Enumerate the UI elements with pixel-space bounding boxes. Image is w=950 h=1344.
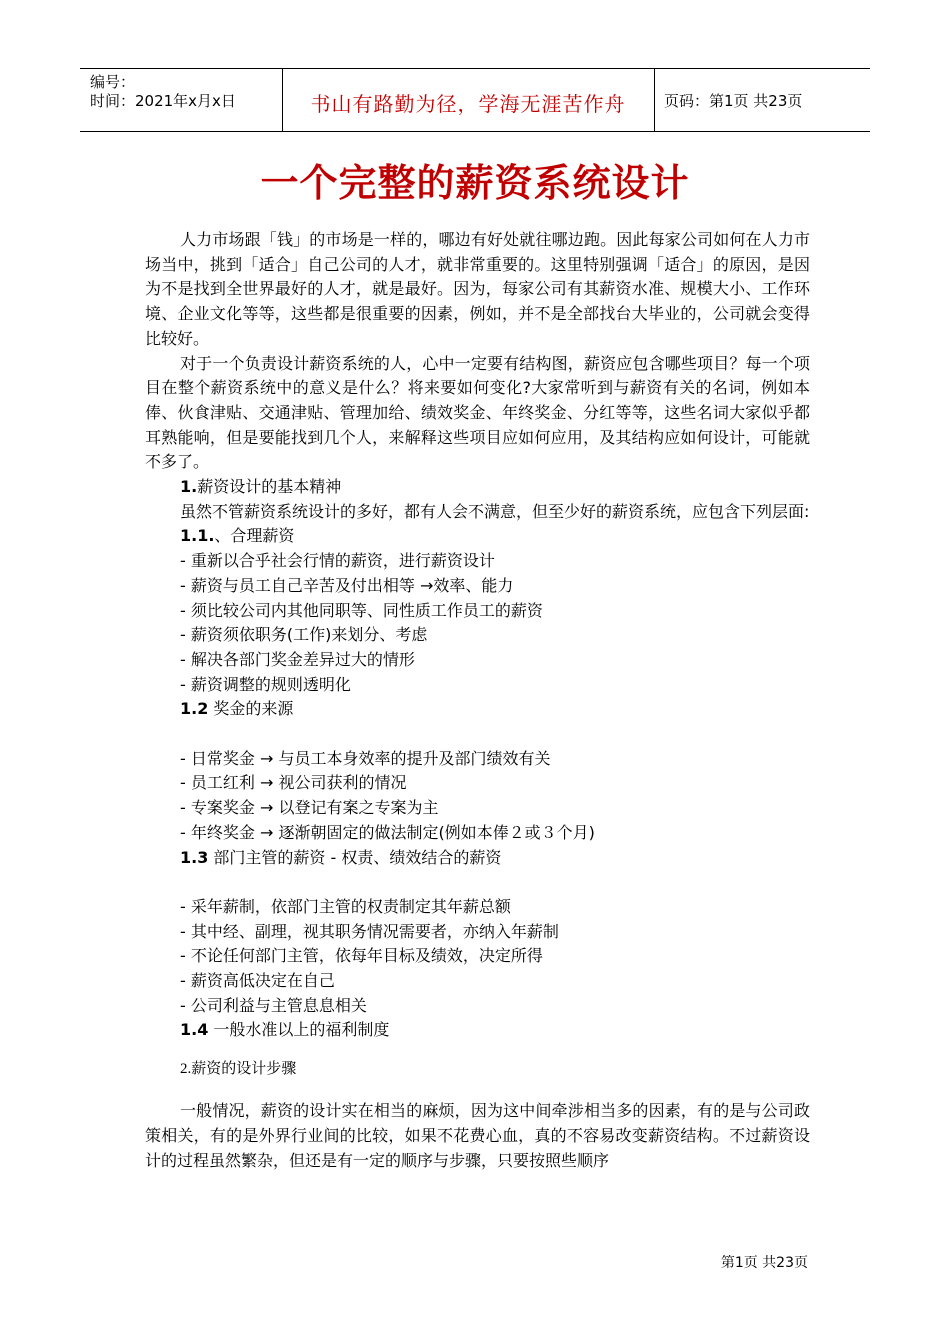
list-item: - 日常奖金 → 与员工本身效率的提升及部门绩效有关	[180, 748, 551, 768]
list-item: - 重新以合乎社会行情的薪资，进行薪资设计	[180, 551, 495, 571]
paragraph-steps: 一般情况，薪资的设计实在相当的麻烦，因为这中间牵涉相当多的因素，有的是与公司政策相关，有的是外界行业间的比较，如果不花费心血，真的不容易改变薪资结构。不过薪资设计的过程虽然繁杂，但还是有一定的顺序与步骤，只要按照些顺序	[145, 1101, 810, 1170]
document-body	[145, 228, 810, 1173]
list-item: - 薪资高低决定在自己	[180, 971, 335, 991]
list-item: - 薪资须依职务(工作)来划分、考虑	[180, 625, 428, 645]
header-left-cell	[80, 69, 283, 131]
section-1-number: 1.	[180, 477, 198, 497]
document-number-label: 编号：	[90, 73, 136, 91]
list-item: - 薪资与员工自己辛苦及付出相等 →效率、能力	[180, 575, 514, 595]
section-1-1-title: 、合理薪资	[214, 526, 295, 546]
list-item: - 其中经、副理，视其职务情况需要者，亦纳入年薪制	[180, 921, 559, 941]
list-item: - 年终奖金 → 逐渐朝固定的做法制定(例如本俸２或３个月)	[180, 822, 595, 842]
blank-line	[145, 870, 810, 895]
blank-line	[145, 722, 810, 747]
section-1-heading	[145, 475, 810, 500]
section-1-4-heading	[145, 1018, 810, 1043]
section-1-2-number: 1.2	[180, 699, 209, 719]
header-right-cell	[655, 69, 870, 131]
document-title: 一个完整的薪资系统设计	[260, 161, 690, 205]
header-middle-cell	[282, 69, 655, 131]
paragraph-structure: 对于一个负责设计薪资系统的人，心中一定要有结构图，薪资应包含哪些项目？每一个项目在整个薪资系统中的意义是什么？将来要如何变化?大家常听到与薪资有关的名词，例如本俸、伙食津贴、交通津贴、管理加给、绩效奖金、年终奖金、分红等等，这些名词大家似乎都耳熟能响，但是要能找到几个人，来解释这些项目应如何应用，及其结构应如何设计，可能就不多了。	[145, 353, 810, 472]
list-item: - 薪资调整的规则透明化	[180, 674, 351, 694]
header-table	[80, 68, 870, 132]
document-date-label: 时间：2021年x月x日	[90, 92, 236, 110]
header-page-info: 页码：第1页 共23页	[664, 92, 803, 110]
paragraph-layers: 虽然不管薪资系统设计的多好，都有人会不满意，但至少好的薪资系统，应包含下列层面:	[180, 501, 810, 521]
section-1-4-title: 一般水准以上的福利制度	[208, 1020, 390, 1040]
section-1-1-heading	[145, 524, 810, 549]
list-item: - 不论任何部门主管，依每年目标及绩效，决定所得	[180, 946, 543, 966]
section-1-2-heading	[145, 697, 810, 722]
list-item: - 解决各部门奖金差异过大的情形	[180, 649, 415, 669]
list-item: - 专案奖金 → 以登记有案之专案为主	[180, 798, 439, 818]
list-item: - 员工红利 → 视公司获利的情况	[180, 773, 407, 793]
section-1-1-number: 1.1.	[180, 526, 215, 546]
section-1-2-title: 奖金的来源	[208, 699, 294, 719]
list-item: - 须比较公司内其他同职等、同性质工作员工的薪资	[180, 600, 543, 620]
section-2-heading: 2.薪资的设计步骤	[180, 1061, 297, 1078]
paragraph-intro: 人力市场跟「钱」的市场是一样的，哪边有好处就往哪边跑。因此每家公司如何在人力市场当中，挑到「适合」自己公司的人才，就非常重要的。这里特别强调「适合」的原因，是因为不是找到全世界最好的人才，就是最好。因为，每家公司有其薪资水准、规模大小、工作环境、企业文化等等，这些都是很重要的因素，例如，并不是全部找台大毕业的，公司就会变得比较好。	[145, 230, 810, 348]
section-1-3-number: 1.3	[180, 847, 209, 867]
header-motto: 书山有路勤为径，学海无涯苦作舟	[310, 92, 626, 116]
section-1-3-heading	[145, 846, 810, 871]
section-1-3-title: 部门主管的薪资 - 权责、绩效结合的薪资	[208, 847, 502, 867]
section-1-title: 薪资设计的基本精神	[197, 477, 342, 497]
list-item: - 采年薪制，依部门主管的权责制定其年薪总额	[180, 896, 511, 916]
section-1-4-number: 1.4	[180, 1020, 209, 1040]
page-footer: 第1页 共23页	[720, 1255, 808, 1271]
list-item: - 公司利益与主管息息相关	[180, 995, 367, 1015]
